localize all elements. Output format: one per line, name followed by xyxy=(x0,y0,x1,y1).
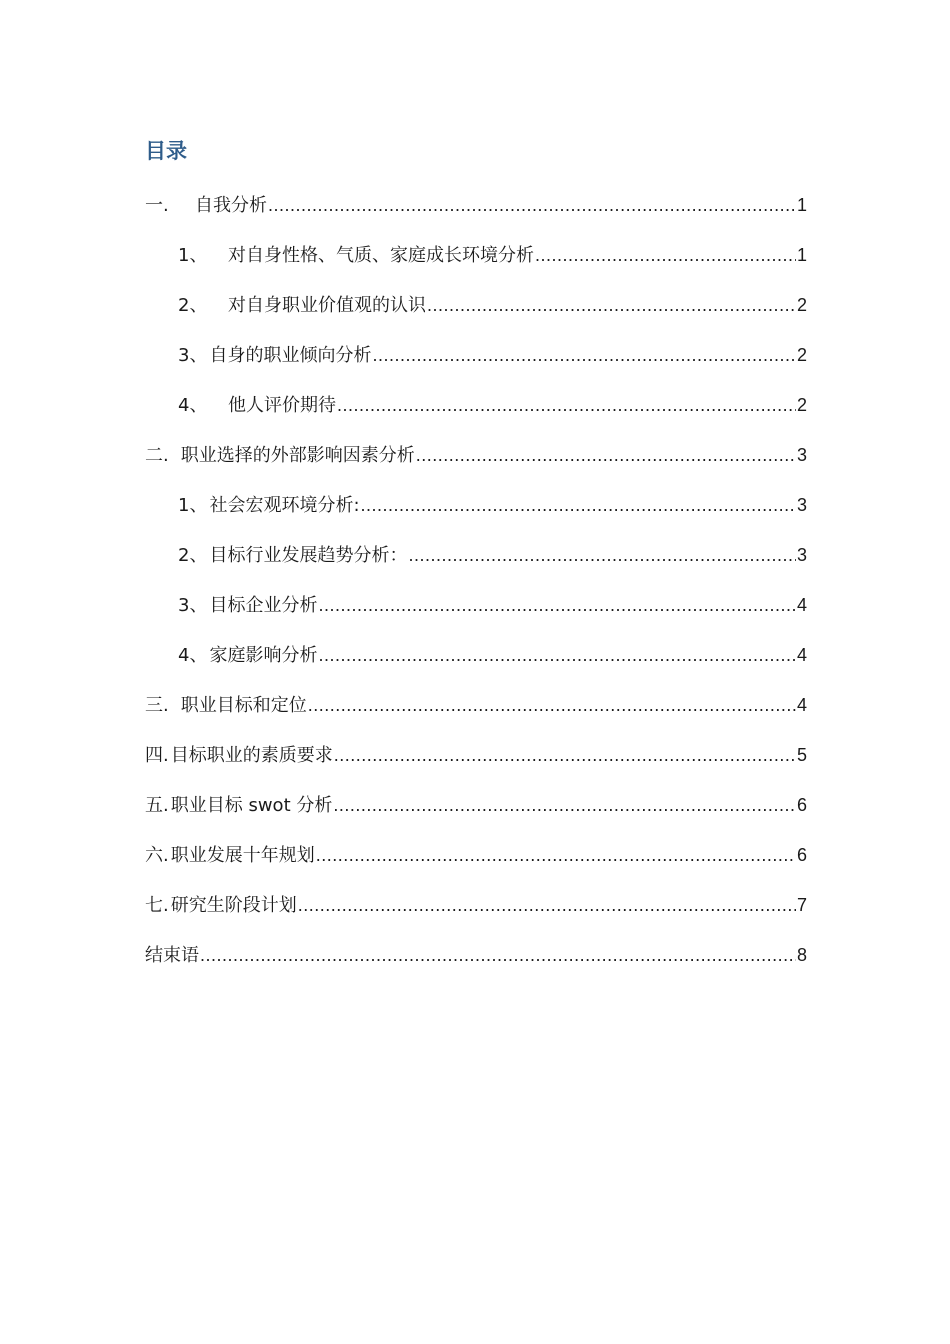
toc-entry-text: 自我分析 xyxy=(195,195,267,216)
toc-entry[interactable] xyxy=(178,280,807,330)
toc-entry-page: 2 xyxy=(796,395,807,415)
toc-entry-text: 研究生阶段计划 xyxy=(170,895,297,916)
toc-entry-page: 1 xyxy=(796,245,807,265)
toc-entry-text: 目标行业发展趋势分析： xyxy=(209,545,408,566)
toc-entry-page: 8 xyxy=(796,945,807,965)
toc-entry-page: 1 xyxy=(796,195,807,215)
toc-entry-number: 1、 xyxy=(178,495,208,516)
toc-dot-leader xyxy=(535,230,796,280)
toc-entry[interactable] xyxy=(178,230,807,280)
toc-entry[interactable] xyxy=(178,530,807,580)
toc-entry[interactable] xyxy=(178,630,807,680)
toc-entry[interactable] xyxy=(145,430,807,480)
toc-dot-leader xyxy=(200,930,796,980)
toc-entry-number: 1、 xyxy=(178,245,208,266)
toc-dot-leader xyxy=(334,730,796,780)
toc-entry-page: 7 xyxy=(796,895,807,915)
toc-entry-text: 职业发展十年规划 xyxy=(170,845,315,866)
toc-entry-text: 结束语 xyxy=(145,945,199,966)
toc-entry-text: 对自身职业价值观的认识 xyxy=(228,295,426,316)
toc-dot-leader xyxy=(268,180,796,230)
toc-entry[interactable] xyxy=(145,730,807,780)
toc-entry-text: 职业目标和定位 xyxy=(180,695,307,716)
toc-entry-number: 2、 xyxy=(178,295,208,316)
toc-entry[interactable] xyxy=(178,480,807,530)
toc-entry-number: 3、 xyxy=(178,595,208,616)
toc-entry[interactable] xyxy=(178,580,807,630)
toc-entry-page: 2 xyxy=(796,345,807,365)
toc-dot-leader xyxy=(337,380,796,430)
toc-dot-leader xyxy=(361,480,796,530)
toc-entry-text: 自身的职业倾向分析 xyxy=(209,345,372,366)
toc-entry-text: 社会宏观环境分析: xyxy=(209,495,360,516)
toc-entry[interactable] xyxy=(145,930,807,980)
toc-entry-number: 七. xyxy=(145,895,169,916)
toc-entry-page: 6 xyxy=(796,795,807,815)
toc-dot-leader xyxy=(316,830,796,880)
toc-entry-number: 六. xyxy=(145,845,169,866)
toc-entry-number: 4、 xyxy=(178,645,208,666)
toc-entry-text: 职业目标 swot 分析 xyxy=(170,795,333,816)
toc-entry-number: 二. xyxy=(145,445,169,466)
toc-entry-number: 2、 xyxy=(178,545,208,566)
toc-entry-text: 职业选择的外部影响因素分析 xyxy=(180,445,415,466)
toc-entry-page: 5 xyxy=(796,745,807,765)
toc-title: 目录 xyxy=(145,139,187,163)
toc-dot-leader xyxy=(372,330,796,380)
toc-entry-page: 3 xyxy=(796,445,807,465)
toc-entry-text: 家庭影响分析 xyxy=(209,645,318,666)
toc-entry[interactable] xyxy=(145,780,807,830)
toc-entry-text: 他人评价期待 xyxy=(228,395,336,416)
toc-entry[interactable] xyxy=(145,830,807,880)
toc-dot-leader xyxy=(408,530,796,580)
toc-dot-leader xyxy=(318,580,796,630)
toc-entry-page: 4 xyxy=(796,645,807,665)
toc-entry-page: 4 xyxy=(796,595,807,615)
toc-dot-leader xyxy=(333,780,796,830)
toc-dot-leader xyxy=(298,880,796,930)
toc-dot-leader xyxy=(416,430,796,480)
toc-entry-number: 一. xyxy=(145,195,169,216)
toc-entry[interactable] xyxy=(145,880,807,930)
toc-entry[interactable] xyxy=(145,680,807,730)
toc-entry-number: 3、 xyxy=(178,345,208,366)
toc-entry-page: 6 xyxy=(796,845,807,865)
toc-entry-page: 3 xyxy=(796,545,807,565)
toc-entry-text: 对自身性格、气质、家庭成长环境分析 xyxy=(228,245,534,266)
toc-entry-text: 目标企业分析 xyxy=(209,595,318,616)
toc-dot-leader xyxy=(427,280,796,330)
toc-entry-number: 三. xyxy=(145,695,169,716)
toc-entry[interactable] xyxy=(178,330,807,380)
toc-entry-number: 五. xyxy=(145,795,169,816)
toc-entry[interactable] xyxy=(178,380,807,430)
toc-entry-page: 3 xyxy=(796,495,807,515)
toc-entry[interactable] xyxy=(145,180,807,230)
toc-entry-text: 目标职业的素质要求 xyxy=(170,745,333,766)
toc-dot-leader xyxy=(308,680,796,730)
toc-entry-number: 4、 xyxy=(178,395,208,416)
toc-entry-page: 2 xyxy=(796,295,807,315)
toc-dot-leader xyxy=(318,630,796,680)
toc-entry-page: 4 xyxy=(796,695,807,715)
toc-entry-number: 四. xyxy=(145,745,169,766)
